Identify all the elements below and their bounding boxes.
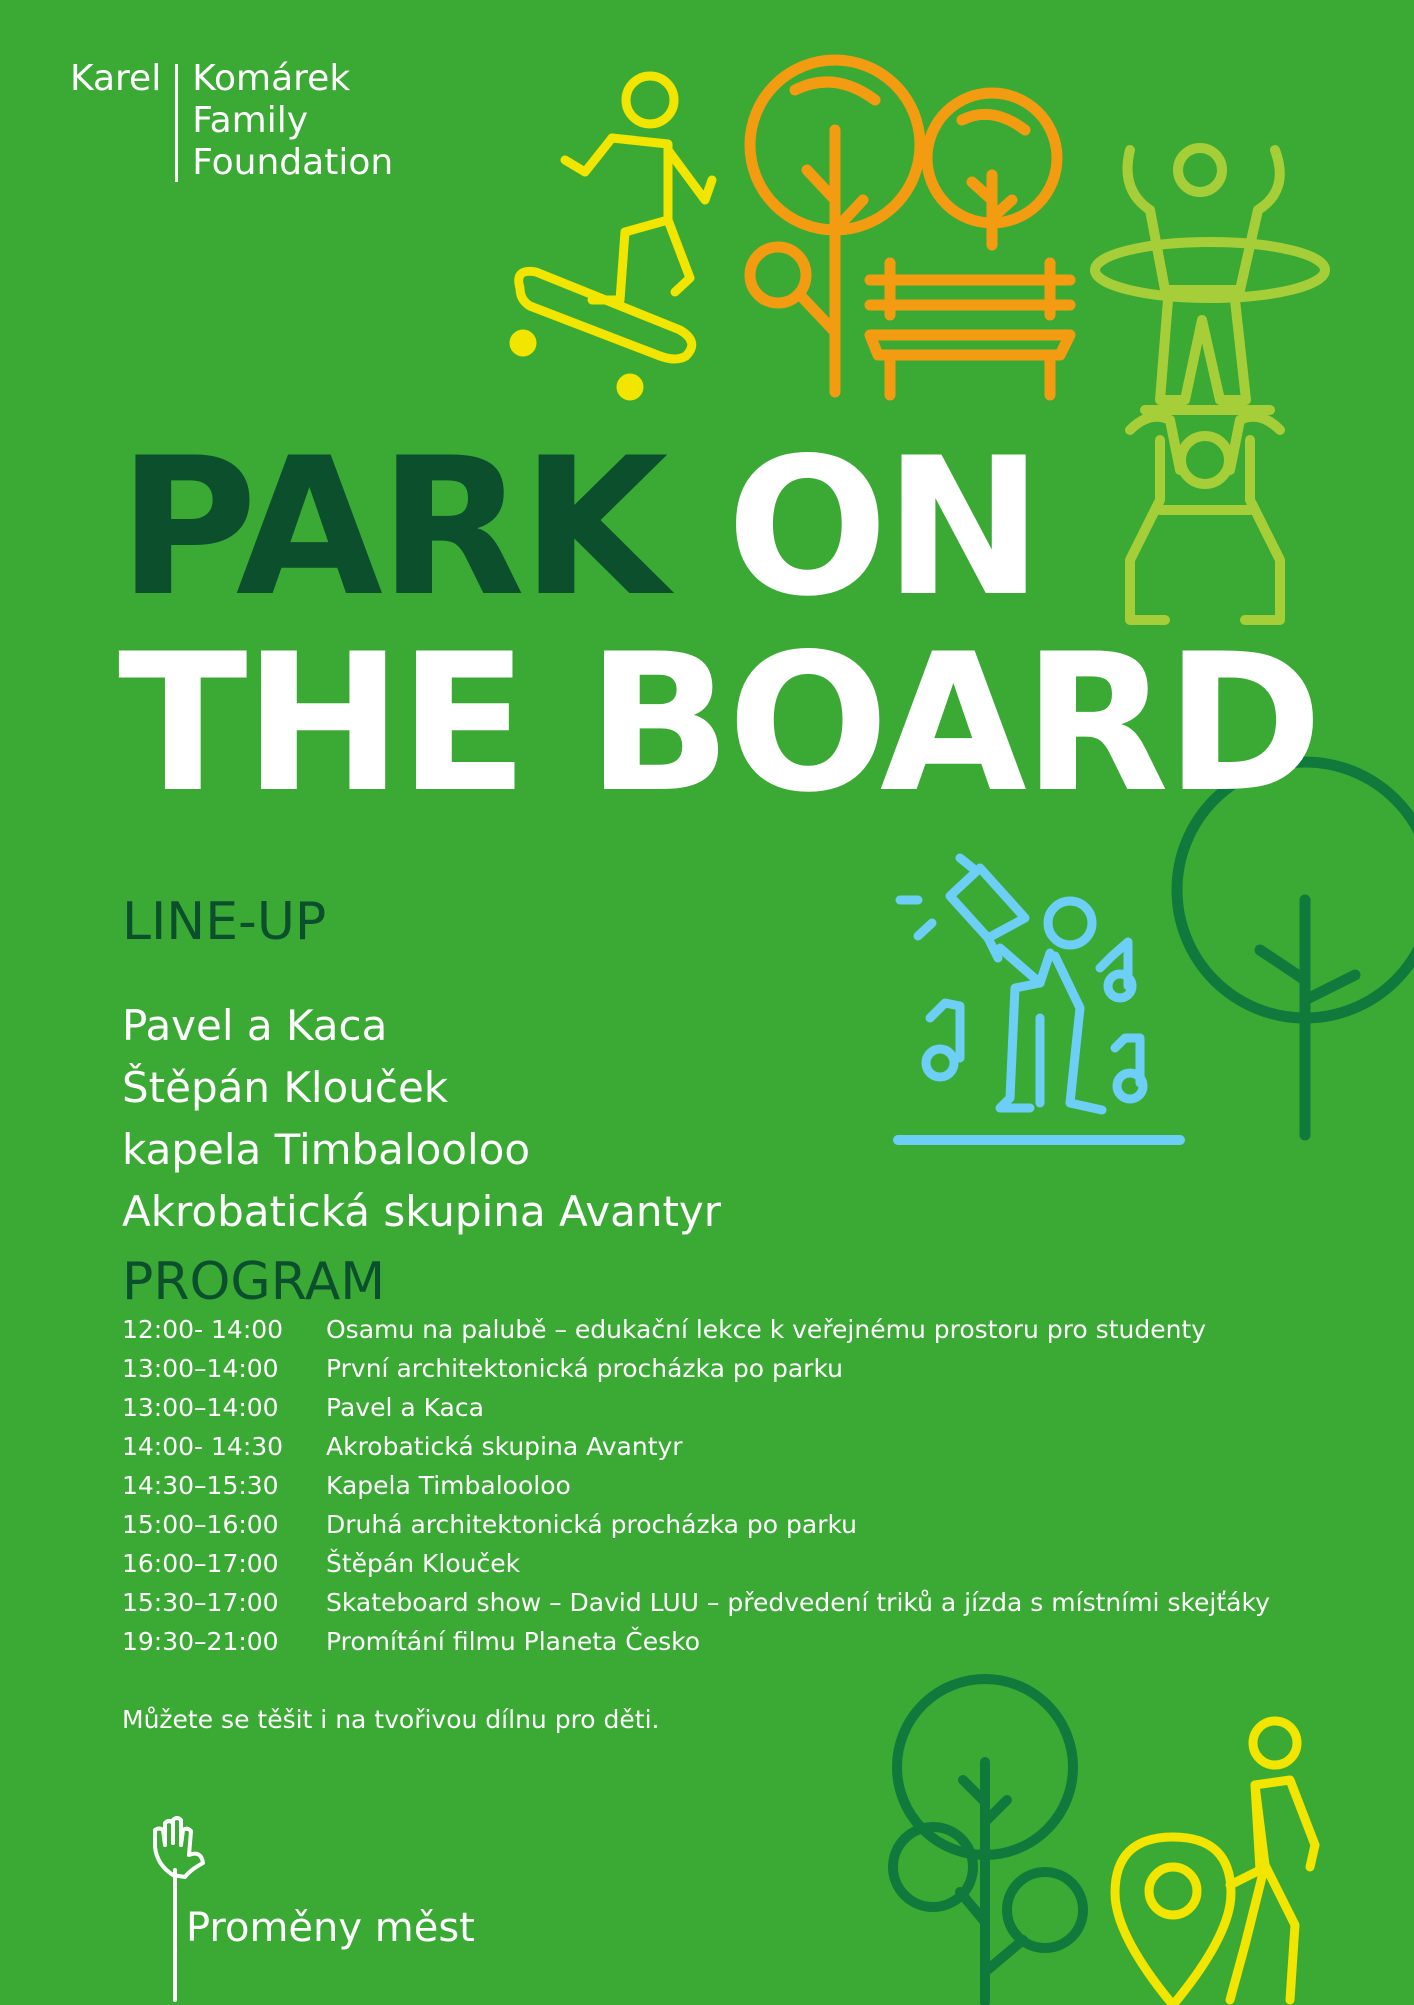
program-row (122, 1466, 1270, 1505)
program-time: 13:00–14:00 (122, 1393, 279, 1422)
foundation-line: Foundation (192, 142, 394, 183)
program-event: Pavel a Kaca (326, 1393, 484, 1422)
title-line-2: THE BOARD (118, 613, 1319, 834)
program-event: Promítání filmu Planeta Česko (326, 1627, 701, 1656)
program-row (122, 1349, 1270, 1388)
program-event: Druhá architektonická procházka po parku (326, 1510, 858, 1539)
program-time: 15:00–16:00 (122, 1510, 279, 1539)
program-row (122, 1505, 1270, 1544)
program-event: Osamu na palubě – edukační lekce k veřejnému prostoru pro studenty (326, 1315, 1207, 1344)
lineup-list (122, 995, 721, 1243)
foundation-name-first: Karel (70, 58, 162, 99)
bench-icon (860, 255, 1080, 405)
musician-megaphone-icon (890, 858, 1180, 1148)
program-time: 16:00–17:00 (122, 1549, 279, 1578)
program-heading: PROGRAM (122, 1252, 386, 1312)
program-row (122, 1427, 1270, 1466)
program-row (122, 1310, 1270, 1349)
skateboarder-icon (500, 60, 740, 400)
program-row (122, 1583, 1270, 1622)
trees-bottom-icon (885, 1672, 1095, 2002)
program-row (122, 1388, 1270, 1427)
program-table (122, 1310, 1270, 1661)
map-pin-walker-icon (1105, 1715, 1365, 2005)
program-time: 14:00- 14:30 (122, 1432, 284, 1461)
program-time: 19:30–21:00 (122, 1627, 279, 1656)
footer-note: Můžete se těšit i na tvořivou dílnu pro děti. (122, 1705, 660, 1734)
program-event: Štěpán Klouček (326, 1549, 521, 1578)
title-line-1 (118, 417, 1319, 638)
lineup-item: Štěpán Klouček (122, 1063, 449, 1112)
program-time: 13:00–14:00 (122, 1354, 279, 1383)
lineup-item: Pavel a Kaca (122, 1001, 388, 1050)
program-event: Akrobatická skupina Avantyr (326, 1432, 683, 1461)
lineup-item: kapela Timbalooloo (122, 1125, 531, 1174)
title-word-park: PARK (118, 417, 665, 638)
foundation-logo (70, 58, 393, 184)
program-event: Kapela Timbalooloo (326, 1471, 571, 1500)
brand-logo-text: Proměny měst (186, 1905, 475, 1951)
page-title (118, 417, 1319, 834)
title-word-on: ON (726, 417, 1040, 638)
lineup-heading: LINE-UP (122, 892, 327, 952)
program-event: Skateboard show – David LUU – předvedení triků a jízda s místními skejťáky (326, 1588, 1270, 1617)
foundation-name-rest (178, 58, 393, 184)
lineup-item: Akrobatická skupina Avantyr (122, 1187, 722, 1236)
program-time: 12:00- 14:00 (122, 1315, 284, 1344)
program-event: První architektonická procházka po parku (326, 1354, 843, 1383)
program-time: 15:30–17:00 (122, 1588, 279, 1617)
program-row (122, 1622, 1270, 1661)
program-time: 14:30–15:30 (122, 1471, 279, 1500)
foundation-line: Komárek (192, 58, 351, 99)
program-row (122, 1544, 1270, 1583)
foundation-line: Family (192, 100, 309, 141)
